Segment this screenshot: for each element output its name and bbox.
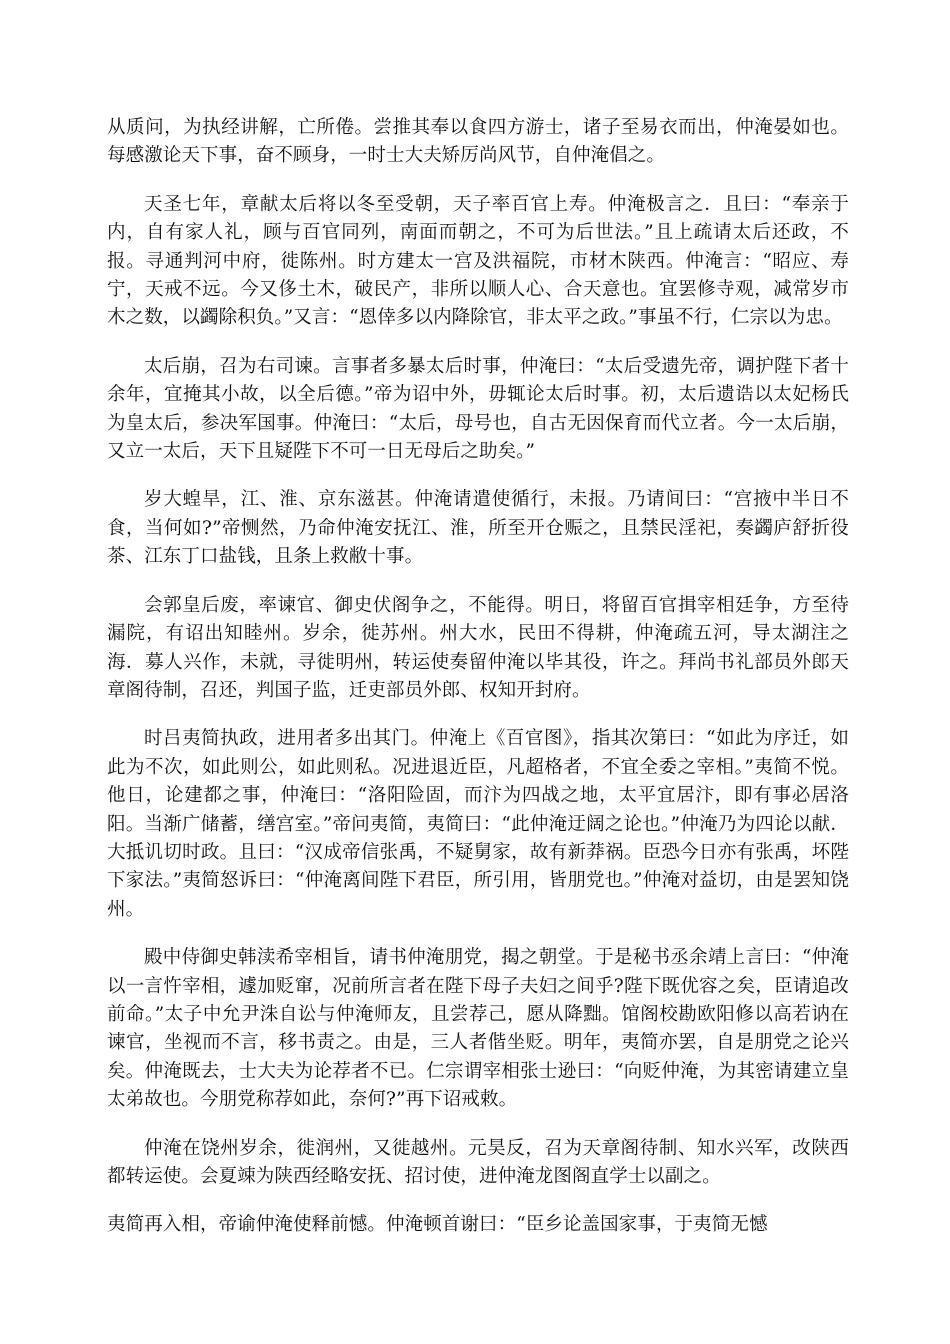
paragraph-2: 天圣七年，章献太后将以冬至受朝，天子率百官上寿。仲淹极言之．且曰：“奉亲于内，自有家人礼，顾与百官同列，南面而朝之，不可为后世法。”且上疏请太后还政，不报。寻通判河中府，徙陈州。时方建太一宫及洪福院，市材木陕西。仲淹言：“昭应、寿宁，天戒不远。今又侈土木，破民产，非所以顺人心、合天意也。宜罢修寺观，减常岁市木之数，以蠲除积负。”又言：“恩倖多以内降除官，非太平之政。”事虽不行，仁宗以为忠。 bbox=[107, 193, 849, 329]
paragraph-4: 岁大蝗旱，江、淮、京东滋甚。仲淹请遣使循行，未报。乃请间曰：“宫掖中半日不食，当何如?”帝恻然，乃命仲淹安抚江、淮，所至开仓赈之，且禁民淫祀，奏蠲庐舒折役茶、江东丁口盐钱，且条上救敝十事。 bbox=[107, 489, 849, 568]
paragraph-3: 太后崩，召为右司谏。言事者多暴太后时事，仲淹曰：“太后受遗先帝，调护陛下者十余年，宜掩其小故，以全后德。”帝为诏中外，毋辄论太后时事。初，太后遗诰以太妃杨氏为皇太后，参决军国事。仲淹曰：“太后，母号也，自古无因保育而代立者。今一太后崩，又立一太后，天下且疑陛下不可一日无母后之助矣。” bbox=[107, 355, 849, 463]
paragraph-1: 从质问，为执经讲解，亡所倦。尝推其奉以食四方游士，诸子至易衣而出，仲淹晏如也。每感激论天下事，奋不顾身，一时士大夫矫厉尚风节，自仲淹倡之。 bbox=[107, 117, 849, 167]
paragraph-9: 夷简再入相，帝谕仲淹使释前憾。仲淹顿首谢曰：“臣乡论盖国家事，于夷简无憾 bbox=[107, 1214, 768, 1236]
document-body bbox=[107, 114, 849, 1260]
paragraph-5: 会郭皇后废，率谏官、御史伏阁争之，不能得。明日，将留百官揖宰相廷争，方至待漏院，有诏出知睦州。岁余，徙苏州。州大水，民田不得耕，仲淹疏五河，导太湖注之海．募人兴作，未就，寻徙明州，转运使奏留仲淹以毕其役，许之。拜尚书礼部员外郎天章阁待制，召还，判国子监，迁吏部员外郎、权知开封府。 bbox=[107, 594, 849, 701]
paragraph-8: 仲淹在饶州岁余，徙润州，又徙越州。元昊反，召为天章阁待制、知水兴军，改陕西都转运使。会夏竦为陕西经略安抚、招讨使，进仲淹龙图阁直学士以副之。 bbox=[107, 1137, 849, 1187]
paragraph-7: 殿中侍御史韩渎希宰相旨，请书仲淹朋党，揭之朝堂。于是秘书丞余靖上言曰：“仲淹以一言忤宰相，遽加贬窜，况前所言者在陛下母子夫妇之间乎?陛下既优容之矣，臣请追改前命。”太子中允尹洙自讼与仲淹师友，且尝荐己，愿从降黜。馆阁校勘欧阳修以高若讷在谏官，坐视而不言，移书责之。由是，三人者偕坐贬。明年，夷简亦罢，自是朋党之论兴矣。仲淹既去，士大夫为论荐者不已。仁宗谓宰相张士逊曰：“向贬仲淹，为其密请建立皇太弟故也。今朋党称荐如此，奈何?”再下诏戒敕。 bbox=[107, 947, 849, 1111]
paragraph-6: 时吕夷简执政，进用者多出其门。仲淹上《百官图》，指其次第曰：“如此为序迁，如此为不次，如此则公，如此则私。况进退近臣，凡超格者，不宜全委之宰相。”夷简不悦。他日，论建都之事，仲淹曰：“洛阳险固，而汴为四战之地，太平宜居汴，即有事必居洛阳。当渐广储蓄，缮宫室。”帝问夷简，夷简曰：“此仲淹迂阔之论也。”仲淹乃为四论以献．大抵讥切时政。且曰：“汉成帝信张禹，不疑舅家，故有新莽祸。臣恐今日亦有张禹，坏陛下家法。”夷简怒诉曰：“仲淹离间陛下君臣，所引用，皆朋党也。”仲淹对益切，由是罢知饶州。 bbox=[107, 728, 849, 920]
